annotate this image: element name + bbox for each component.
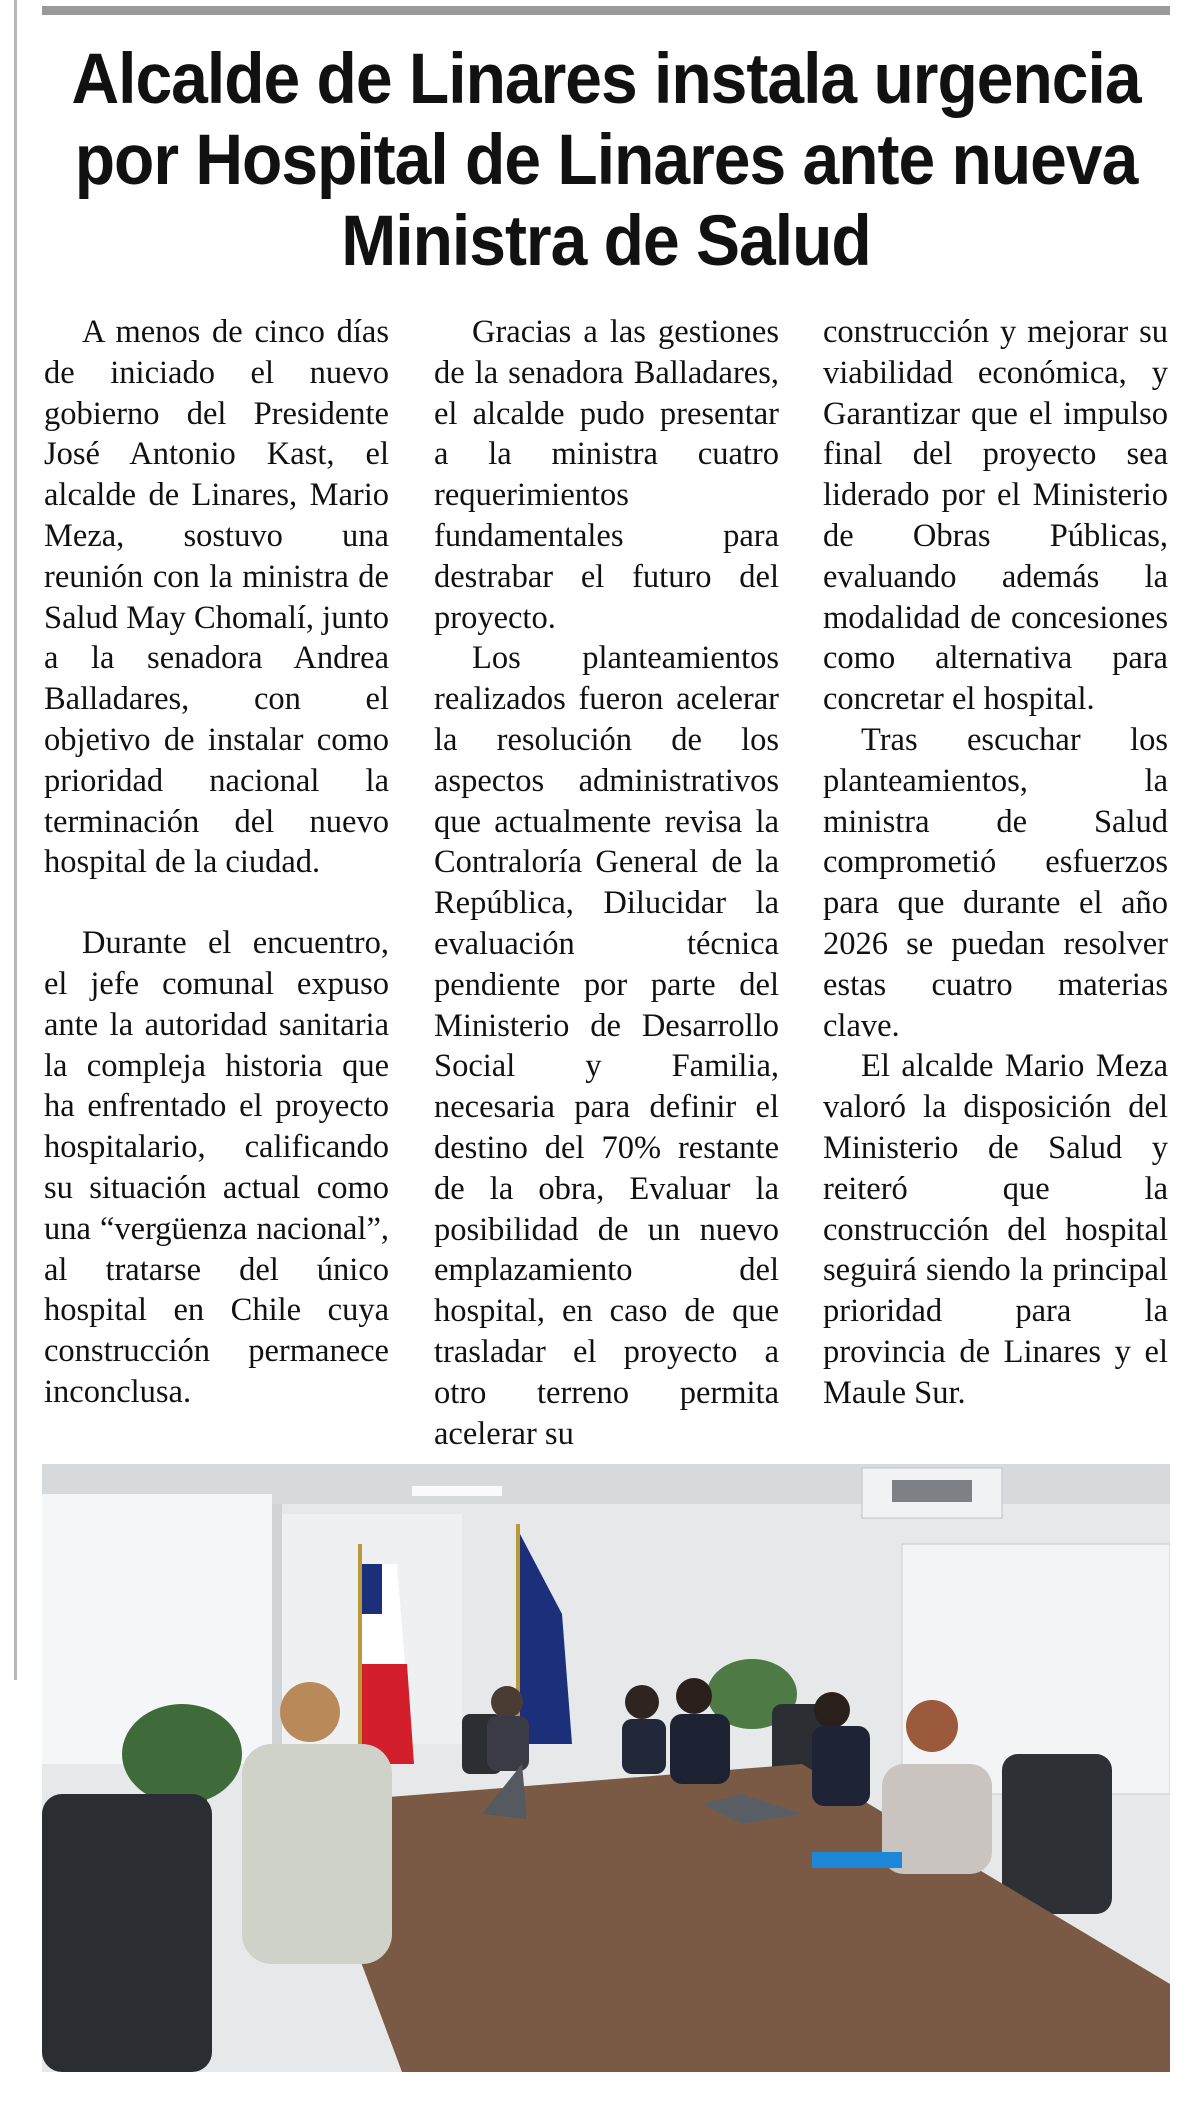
paragraph-continued: construcción y mejorar su viabilidad económica, y Garantizar que el impulso final del proyecto sea liderado por el Ministerio de Obras Públicas, evaluando además la modalidad de concesiones como alternativa para concretar el hospital. (823, 314, 1168, 718)
office-chair (1002, 1754, 1112, 1914)
plant (122, 1704, 242, 1804)
headline-line-1: Alcalde de Linares instala urgencia (71, 38, 1141, 118)
paragraph: Durante el encuentro, el jefe comunal expuso ante la autoridad sanitaria la compleja historia que ha enfrentado el proyecto hospitalario, calificando su situación actual como una “vergüenza nacional”, al tratarse del único hospital en Chile cuya construcción permanece inconclusa. (44, 925, 389, 1410)
top-rule (42, 6, 1170, 15)
paragraph: A menos de cinco días de iniciado el nuevo gobierno del Presidente José Antonio Kast, el alcalde de Linares, Mario Meza, sostuvo una reunión con la ministra de Salud May Chomalí, junto a la senadora Andrea Balladares, con el objetivo de instalar como prioridad nacional la terminación del nuevo hospital de la ciudad. (44, 314, 389, 881)
article-column-2 (434, 312, 779, 1454)
person (622, 1719, 666, 1774)
headline-line-2: por Hospital de Linares ante nueva (74, 119, 1138, 199)
person (487, 1716, 529, 1771)
person (242, 1744, 392, 1964)
paragraph: Los planteamientos realizados fueron acelerar la resolución de los aspectos administrativos que actualmente revisa la Contraloría General de la República, Dilucidar la evaluación técnica pendiente por parte del Ministerio de Desarrollo Social y Familia, necesaria para definir el destino del 70% restante de la obra, Evaluar la posibilidad de un nuevo emplazamiento del hospital, en caso de que trasladar el proyecto a otro terreno permita acelerar su (434, 640, 779, 1452)
article-column-1 (44, 312, 389, 1413)
person (670, 1714, 730, 1784)
paragraph: El alcalde Mario Meza valoró la disposición del Ministerio de Salud y reiteró que la construcción del hospital seguirá siendo la principal prioridad para la provincia de Linares y el Maule Sur. (823, 1048, 1168, 1411)
paragraph: Gracias a las gestiones de la senadora Balladares, el alcalde pudo presentar a la ministra cuatro requerimientos fundamentales para destrabar el futuro del proyecto. (434, 314, 779, 636)
paragraph: Tras escuchar los planteamientos, la ministra de Salud comprometió esfuerzos para que durante el año 2026 se puedan resolver estas cuatro materias clave. (823, 721, 1168, 1044)
article-headline (42, 38, 1170, 281)
person (812, 1726, 870, 1806)
headline-line-3: Ministra de Salud (341, 200, 871, 280)
meeting-photo (42, 1464, 1170, 2072)
page-margin-rule (14, 0, 17, 1680)
ceiling-light (412, 1486, 502, 1496)
article-column-3 (823, 312, 1168, 1414)
blue-folder (812, 1852, 902, 1868)
office-chair (42, 1794, 212, 2072)
